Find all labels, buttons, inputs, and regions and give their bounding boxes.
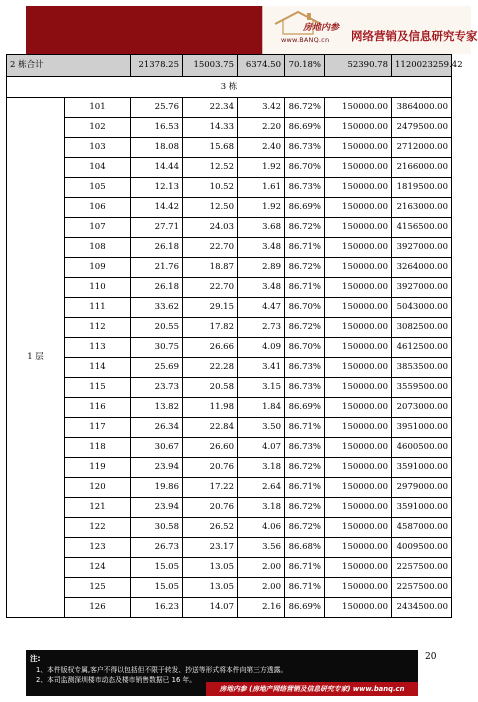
inner-area: 14.33 bbox=[183, 118, 238, 138]
table-row bbox=[7, 138, 452, 158]
table-row bbox=[7, 218, 452, 238]
building-3-section-row bbox=[7, 77, 452, 98]
shared-area: 3.42 bbox=[238, 98, 285, 118]
total-price: 2163000.00 bbox=[392, 198, 452, 218]
unit-price: 150000.00 bbox=[325, 598, 392, 618]
unit-number: 123 bbox=[65, 538, 131, 558]
inner-area: 20.76 bbox=[183, 458, 238, 478]
inner-area: 24.03 bbox=[183, 218, 238, 238]
inner-area: 20.58 bbox=[183, 378, 238, 398]
unit-price: 150000.00 bbox=[325, 498, 392, 518]
shared-area: 1.92 bbox=[238, 158, 285, 178]
unit-price: 150000.00 bbox=[325, 318, 392, 338]
total-area: 25.76 bbox=[131, 98, 183, 118]
unit-number: 105 bbox=[65, 178, 131, 198]
shared-area: 4.09 bbox=[238, 338, 285, 358]
shared-area: 3.18 bbox=[238, 458, 285, 478]
total-price: 2257500.00 bbox=[392, 578, 452, 598]
shared-area: 2.00 bbox=[238, 558, 285, 578]
inner-area: 23.17 bbox=[183, 538, 238, 558]
unit-number: 125 bbox=[65, 578, 131, 598]
unit-price: 150000.00 bbox=[325, 258, 392, 278]
usage-ratio: 86.73% bbox=[285, 178, 325, 198]
note-title: 注: bbox=[30, 654, 41, 663]
unit-price: 150000.00 bbox=[325, 98, 392, 118]
unit-number: 102 bbox=[65, 118, 131, 138]
table-row bbox=[7, 378, 452, 398]
logo-area bbox=[262, 6, 478, 54]
unit-price: 150000.00 bbox=[325, 178, 392, 198]
footer-notes bbox=[26, 650, 418, 696]
unit-price: 150000.00 bbox=[325, 478, 392, 498]
usage-ratio: 86.71% bbox=[285, 558, 325, 578]
inner-area: 13.05 bbox=[183, 558, 238, 578]
summary-total-area: 21378.25 bbox=[131, 55, 183, 77]
unit-number: 109 bbox=[65, 258, 131, 278]
unit-number: 111 bbox=[65, 298, 131, 318]
shared-area: 1.92 bbox=[238, 198, 285, 218]
usage-ratio: 86.72% bbox=[285, 518, 325, 538]
page-number: 20 bbox=[425, 652, 437, 662]
total-price: 2434500.00 bbox=[392, 598, 452, 618]
shared-area: 2.40 bbox=[238, 138, 285, 158]
table-row bbox=[7, 278, 452, 298]
usage-ratio: 86.73% bbox=[285, 378, 325, 398]
note-monitoring: 2、本司监测深圳楼市动态及楼市销售数据已 16 年。 bbox=[36, 676, 197, 684]
unit-number: 124 bbox=[65, 558, 131, 578]
total-area: 26.18 bbox=[131, 238, 183, 258]
unit-number: 112 bbox=[65, 318, 131, 338]
usage-ratio: 86.71% bbox=[285, 278, 325, 298]
usage-ratio: 86.73% bbox=[285, 138, 325, 158]
floor-label: 1 层 bbox=[7, 98, 65, 618]
total-price: 3853500.00 bbox=[392, 358, 452, 378]
unit-price: 150000.00 bbox=[325, 218, 392, 238]
total-area: 21.76 bbox=[131, 258, 183, 278]
unit-price: 150000.00 bbox=[325, 118, 392, 138]
unit-number: 101 bbox=[65, 98, 131, 118]
table-row bbox=[7, 498, 452, 518]
table-row bbox=[7, 98, 452, 118]
shared-area: 3.18 bbox=[238, 498, 285, 518]
total-price: 3082500.00 bbox=[392, 318, 452, 338]
table-row bbox=[7, 118, 452, 138]
table-row bbox=[7, 238, 452, 258]
usage-ratio: 86.72% bbox=[285, 98, 325, 118]
unit-number: 106 bbox=[65, 198, 131, 218]
total-price: 4009500.00 bbox=[392, 538, 452, 558]
unit-price: 150000.00 bbox=[325, 518, 392, 538]
total-area: 26.34 bbox=[131, 418, 183, 438]
shared-area: 4.06 bbox=[238, 518, 285, 538]
shared-area: 3.15 bbox=[238, 378, 285, 398]
unit-price: 150000.00 bbox=[325, 198, 392, 218]
inner-area: 26.60 bbox=[183, 438, 238, 458]
total-area: 23.73 bbox=[131, 378, 183, 398]
total-price: 4587000.00 bbox=[392, 518, 452, 538]
shared-area: 3.48 bbox=[238, 238, 285, 258]
total-area: 16.23 bbox=[131, 598, 183, 618]
total-area: 26.18 bbox=[131, 278, 183, 298]
summary-total-price: 1120023259.42 bbox=[392, 55, 452, 77]
table-row bbox=[7, 518, 452, 538]
usage-ratio: 86.69% bbox=[285, 118, 325, 138]
inner-area: 29.15 bbox=[183, 298, 238, 318]
table-row bbox=[7, 178, 452, 198]
inner-area: 22.70 bbox=[183, 238, 238, 258]
shared-area: 2.16 bbox=[238, 598, 285, 618]
unit-number: 119 bbox=[65, 458, 131, 478]
usage-ratio: 86.70% bbox=[285, 158, 325, 178]
summary-ratio: 70.18% bbox=[285, 55, 325, 77]
inner-area: 22.28 bbox=[183, 358, 238, 378]
summary-shared-area: 6374.50 bbox=[238, 55, 285, 77]
total-price: 2257500.00 bbox=[392, 558, 452, 578]
usage-ratio: 86.69% bbox=[285, 598, 325, 618]
total-price: 4156500.00 bbox=[392, 218, 452, 238]
inner-area: 22.34 bbox=[183, 98, 238, 118]
unit-price: 150000.00 bbox=[325, 338, 392, 358]
total-area: 15.05 bbox=[131, 578, 183, 598]
header-slogan: 网络营销及信息研究专家 bbox=[351, 29, 478, 43]
inner-area: 18.87 bbox=[183, 258, 238, 278]
table-row bbox=[7, 358, 452, 378]
table-row bbox=[7, 298, 452, 318]
shared-area: 3.68 bbox=[238, 218, 285, 238]
shared-area: 2.20 bbox=[238, 118, 285, 138]
total-price: 5043000.00 bbox=[392, 298, 452, 318]
logo-url: www.BANQ.cn bbox=[281, 36, 330, 44]
inner-area: 17.22 bbox=[183, 478, 238, 498]
unit-number: 117 bbox=[65, 418, 131, 438]
usage-ratio: 86.69% bbox=[285, 398, 325, 418]
total-area: 30.67 bbox=[131, 438, 183, 458]
footer-brand: 房地内参 (房地产网络营销及信息研究专家) www.banq.cn bbox=[206, 682, 418, 696]
usage-ratio: 86.73% bbox=[285, 358, 325, 378]
unit-price: 150000.00 bbox=[325, 238, 392, 258]
total-area: 27.71 bbox=[131, 218, 183, 238]
total-area: 16.53 bbox=[131, 118, 183, 138]
total-price: 4600500.00 bbox=[392, 438, 452, 458]
unit-number: 116 bbox=[65, 398, 131, 418]
total-price: 3591000.00 bbox=[392, 498, 452, 518]
total-price: 3559500.00 bbox=[392, 378, 452, 398]
inner-area: 17.82 bbox=[183, 318, 238, 338]
logo-text: 房地内参 bbox=[303, 23, 340, 33]
total-price: 2479500.00 bbox=[392, 118, 452, 138]
total-area: 20.55 bbox=[131, 318, 183, 338]
unit-number: 121 bbox=[65, 498, 131, 518]
total-price: 2979000.00 bbox=[392, 478, 452, 498]
unit-price: 150000.00 bbox=[325, 438, 392, 458]
unit-number: 122 bbox=[65, 518, 131, 538]
usage-ratio: 86.71% bbox=[285, 578, 325, 598]
unit-price: 150000.00 bbox=[325, 578, 392, 598]
header-banner bbox=[26, 6, 478, 54]
unit-number: 114 bbox=[65, 358, 131, 378]
usage-ratio: 86.72% bbox=[285, 498, 325, 518]
table-row bbox=[7, 478, 452, 498]
total-area: 33.62 bbox=[131, 298, 183, 318]
sales-table bbox=[6, 54, 463, 618]
unit-price: 150000.00 bbox=[325, 418, 392, 438]
shared-area: 4.47 bbox=[238, 298, 285, 318]
shared-area: 1.61 bbox=[238, 178, 285, 198]
table-row bbox=[7, 158, 452, 178]
total-area: 23.94 bbox=[131, 458, 183, 478]
unit-price: 150000.00 bbox=[325, 378, 392, 398]
summary-inner-area: 15003.75 bbox=[183, 55, 238, 77]
summary-unit-price: 52390.78 bbox=[325, 55, 392, 77]
usage-ratio: 86.71% bbox=[285, 238, 325, 258]
total-area: 19.86 bbox=[131, 478, 183, 498]
table-row bbox=[7, 398, 452, 418]
usage-ratio: 86.72% bbox=[285, 218, 325, 238]
usage-ratio: 86.68% bbox=[285, 538, 325, 558]
unit-number: 118 bbox=[65, 438, 131, 458]
shared-area: 4.07 bbox=[238, 438, 285, 458]
total-price: 3864000.00 bbox=[392, 98, 452, 118]
unit-price: 150000.00 bbox=[325, 158, 392, 178]
inner-area: 15.68 bbox=[183, 138, 238, 158]
usage-ratio: 86.71% bbox=[285, 478, 325, 498]
unit-price: 150000.00 bbox=[325, 398, 392, 418]
total-area: 14.44 bbox=[131, 158, 183, 178]
shared-area: 3.56 bbox=[238, 538, 285, 558]
inner-area: 20.76 bbox=[183, 498, 238, 518]
unit-number: 126 bbox=[65, 598, 131, 618]
total-area: 26.73 bbox=[131, 538, 183, 558]
usage-ratio: 86.69% bbox=[285, 198, 325, 218]
inner-area: 14.07 bbox=[183, 598, 238, 618]
inner-area: 12.50 bbox=[183, 198, 238, 218]
unit-number: 120 bbox=[65, 478, 131, 498]
unit-price: 150000.00 bbox=[325, 358, 392, 378]
shared-area: 1.84 bbox=[238, 398, 285, 418]
shared-area: 2.64 bbox=[238, 478, 285, 498]
summary-label: 2 栋合计 bbox=[7, 55, 131, 77]
total-price: 3951000.00 bbox=[392, 418, 452, 438]
usage-ratio: 86.70% bbox=[285, 298, 325, 318]
total-price: 2166000.00 bbox=[392, 158, 452, 178]
total-area: 25.69 bbox=[131, 358, 183, 378]
usage-ratio: 86.72% bbox=[285, 458, 325, 478]
unit-price: 150000.00 bbox=[325, 458, 392, 478]
total-price: 3264000.00 bbox=[392, 258, 452, 278]
total-price: 2712000.00 bbox=[392, 138, 452, 158]
total-price: 4612500.00 bbox=[392, 338, 452, 358]
unit-price: 150000.00 bbox=[325, 138, 392, 158]
inner-area: 26.52 bbox=[183, 518, 238, 538]
inner-area: 13.05 bbox=[183, 578, 238, 598]
total-area: 13.82 bbox=[131, 398, 183, 418]
table-row bbox=[7, 318, 452, 338]
building-2-summary-row bbox=[7, 55, 452, 77]
unit-number: 107 bbox=[65, 218, 131, 238]
unit-price: 150000.00 bbox=[325, 558, 392, 578]
total-price: 3927000.00 bbox=[392, 238, 452, 258]
inner-area: 12.52 bbox=[183, 158, 238, 178]
unit-price: 150000.00 bbox=[325, 278, 392, 298]
shared-area: 2.89 bbox=[238, 258, 285, 278]
shared-area: 2.00 bbox=[238, 578, 285, 598]
total-price: 3591000.00 bbox=[392, 458, 452, 478]
shared-area: 3.50 bbox=[238, 418, 285, 438]
table-row bbox=[7, 578, 452, 598]
unit-number: 104 bbox=[65, 158, 131, 178]
table-row bbox=[7, 258, 452, 278]
usage-ratio: 86.72% bbox=[285, 258, 325, 278]
total-area: 18.08 bbox=[131, 138, 183, 158]
total-area: 30.58 bbox=[131, 518, 183, 538]
unit-number: 103 bbox=[65, 138, 131, 158]
usage-ratio: 86.70% bbox=[285, 338, 325, 358]
usage-ratio: 86.73% bbox=[285, 438, 325, 458]
table-row bbox=[7, 438, 452, 458]
inner-area: 10.52 bbox=[183, 178, 238, 198]
table-row bbox=[7, 198, 452, 218]
table-row bbox=[7, 458, 452, 478]
section-title: 3 栋 bbox=[7, 77, 452, 98]
table-row bbox=[7, 558, 452, 578]
usage-ratio: 86.72% bbox=[285, 318, 325, 338]
inner-area: 26.66 bbox=[183, 338, 238, 358]
table-row bbox=[7, 418, 452, 438]
unit-price: 150000.00 bbox=[325, 298, 392, 318]
total-area: 12.13 bbox=[131, 178, 183, 198]
total-price: 3927000.00 bbox=[392, 278, 452, 298]
total-area: 30.75 bbox=[131, 338, 183, 358]
unit-number: 108 bbox=[65, 238, 131, 258]
shared-area: 3.41 bbox=[238, 358, 285, 378]
inner-area: 22.70 bbox=[183, 278, 238, 298]
total-area: 14.42 bbox=[131, 198, 183, 218]
total-price: 1819500.00 bbox=[392, 178, 452, 198]
usage-ratio: 86.71% bbox=[285, 418, 325, 438]
shared-area: 3.48 bbox=[238, 278, 285, 298]
unit-number: 110 bbox=[65, 278, 131, 298]
unit-price: 150000.00 bbox=[325, 538, 392, 558]
unit-number: 113 bbox=[65, 338, 131, 358]
inner-area: 22.84 bbox=[183, 418, 238, 438]
unit-number: 115 bbox=[65, 378, 131, 398]
note-copyright: 1、本件版权专属,客户不得以包括但不限于转发、抄送等形式将本件向第三方透露。 bbox=[36, 666, 288, 674]
inner-area: 11.98 bbox=[183, 398, 238, 418]
total-area: 15.05 bbox=[131, 558, 183, 578]
table-row bbox=[7, 538, 452, 558]
table-row bbox=[7, 338, 452, 358]
total-area: 23.94 bbox=[131, 498, 183, 518]
table-row bbox=[7, 598, 452, 618]
shared-area: 2.73 bbox=[238, 318, 285, 338]
total-price: 2073000.00 bbox=[392, 398, 452, 418]
